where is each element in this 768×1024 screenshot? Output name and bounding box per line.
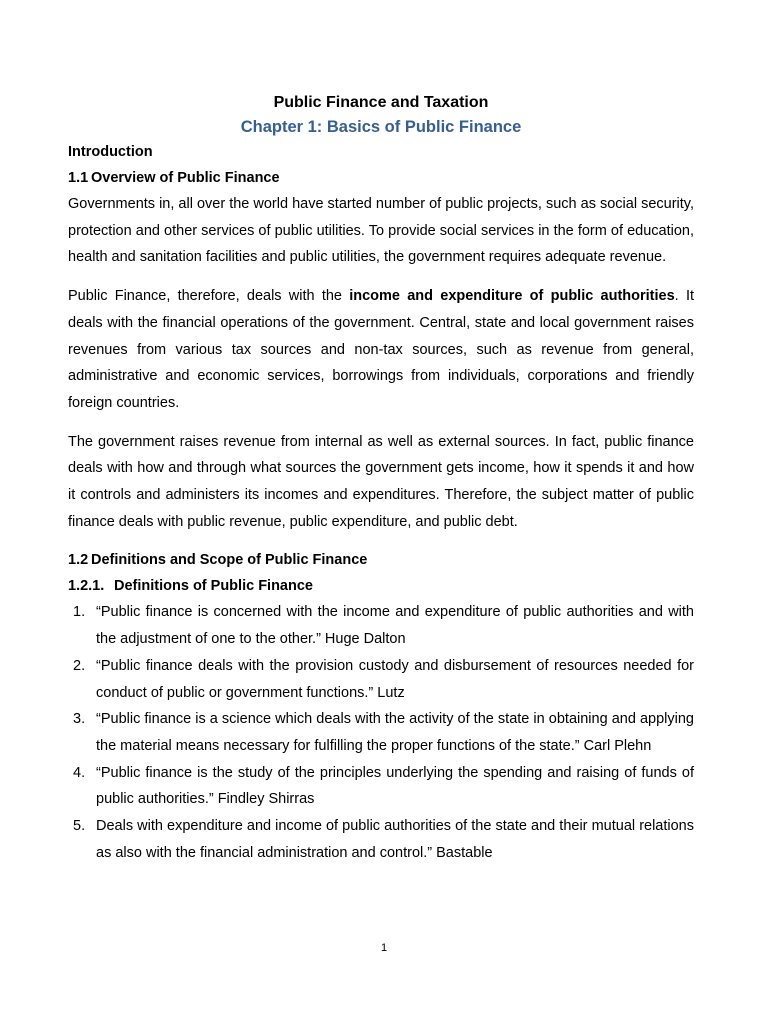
definitions-list bbox=[68, 599, 694, 866]
section-title: Overview of Public Finance bbox=[91, 170, 280, 186]
list-marker: 3. bbox=[73, 711, 86, 728]
list-item-text: “Public finance is the study of the principles underlying the spending and raising of funds of public authorities.” Findley Shirras bbox=[96, 764, 694, 808]
paragraph-overview: Governments in, all over the world have started number of public projects, such as social security, protection and other services of public utilities. To provide social services in the form of education, health and sanitation facilities and public utilities, the government requires adequate revenue. bbox=[68, 196, 694, 266]
list-item bbox=[68, 760, 694, 813]
section-number: 1.1 bbox=[68, 170, 89, 186]
list-item bbox=[68, 813, 694, 866]
document-title: Public Finance and Taxation bbox=[273, 94, 489, 111]
list-item bbox=[68, 653, 694, 706]
list-marker: 4. bbox=[73, 764, 86, 781]
paragraph-revenue-sources: The government raises revenue from internal as well as external sources. In fact, public finance deals with how and through what sources the government gets income, how it spends it and how it controls and administers its incomes and expenditures. Therefore, the subject matter of public finance deals with public revenue, public expenditure, and public debt. bbox=[68, 433, 694, 530]
list-item-text: “Public finance deals with the provision custody and disbursement of resources needed for conduct of public or government functions.” Lutz bbox=[96, 657, 694, 701]
section-1-2-heading bbox=[68, 547, 694, 573]
section-1-2-1-heading bbox=[68, 573, 694, 599]
paragraph-text: . It deals with the financial operations of the government. Central, state and local government raises revenues from various tax sources and non-tax sources, such as revenue from general, administrative and economic services, borrowings from individuals, corporations and friendly foreign countries. bbox=[68, 288, 694, 411]
document-page bbox=[68, 92, 694, 866]
list-marker: 1. bbox=[73, 604, 86, 621]
chapter-title: Chapter 1: Basics of Public Finance bbox=[240, 118, 522, 136]
paragraph-definition bbox=[68, 283, 694, 417]
paragraph-emphasis: income and expenditure of public authorities bbox=[349, 288, 675, 305]
list-marker: 2. bbox=[73, 657, 86, 674]
list-marker: 5. bbox=[73, 818, 86, 835]
list-item bbox=[68, 599, 694, 652]
section-title: Definitions and Scope of Public Finance bbox=[91, 552, 368, 569]
introduction-heading: Introduction bbox=[68, 144, 153, 160]
list-item-text: “Public finance is a science which deals with the activity of the state in obtaining and applying the material means necessary for fulfilling the proper functions of the state.” Carl Plehn bbox=[96, 711, 694, 754]
list-item-text: “Public finance is concerned with the income and expenditure of public authorities and with the adjustment of one to the other.” Huge Dalton bbox=[96, 604, 694, 648]
list-item bbox=[68, 706, 694, 759]
section-title: Definitions of Public Finance bbox=[114, 578, 313, 595]
paragraph-text: Public Finance, therefore, deals with the bbox=[68, 288, 350, 305]
page-number: 1 bbox=[380, 942, 388, 954]
section-number: 1.2.1. bbox=[68, 578, 105, 595]
list-item-text: Deals with expenditure and income of public authorities of the state and their mutual relations as also with the financial administration and control.” Bastable bbox=[96, 818, 694, 861]
section-1-1-heading bbox=[68, 165, 694, 191]
section-number: 1.2 bbox=[68, 552, 89, 569]
